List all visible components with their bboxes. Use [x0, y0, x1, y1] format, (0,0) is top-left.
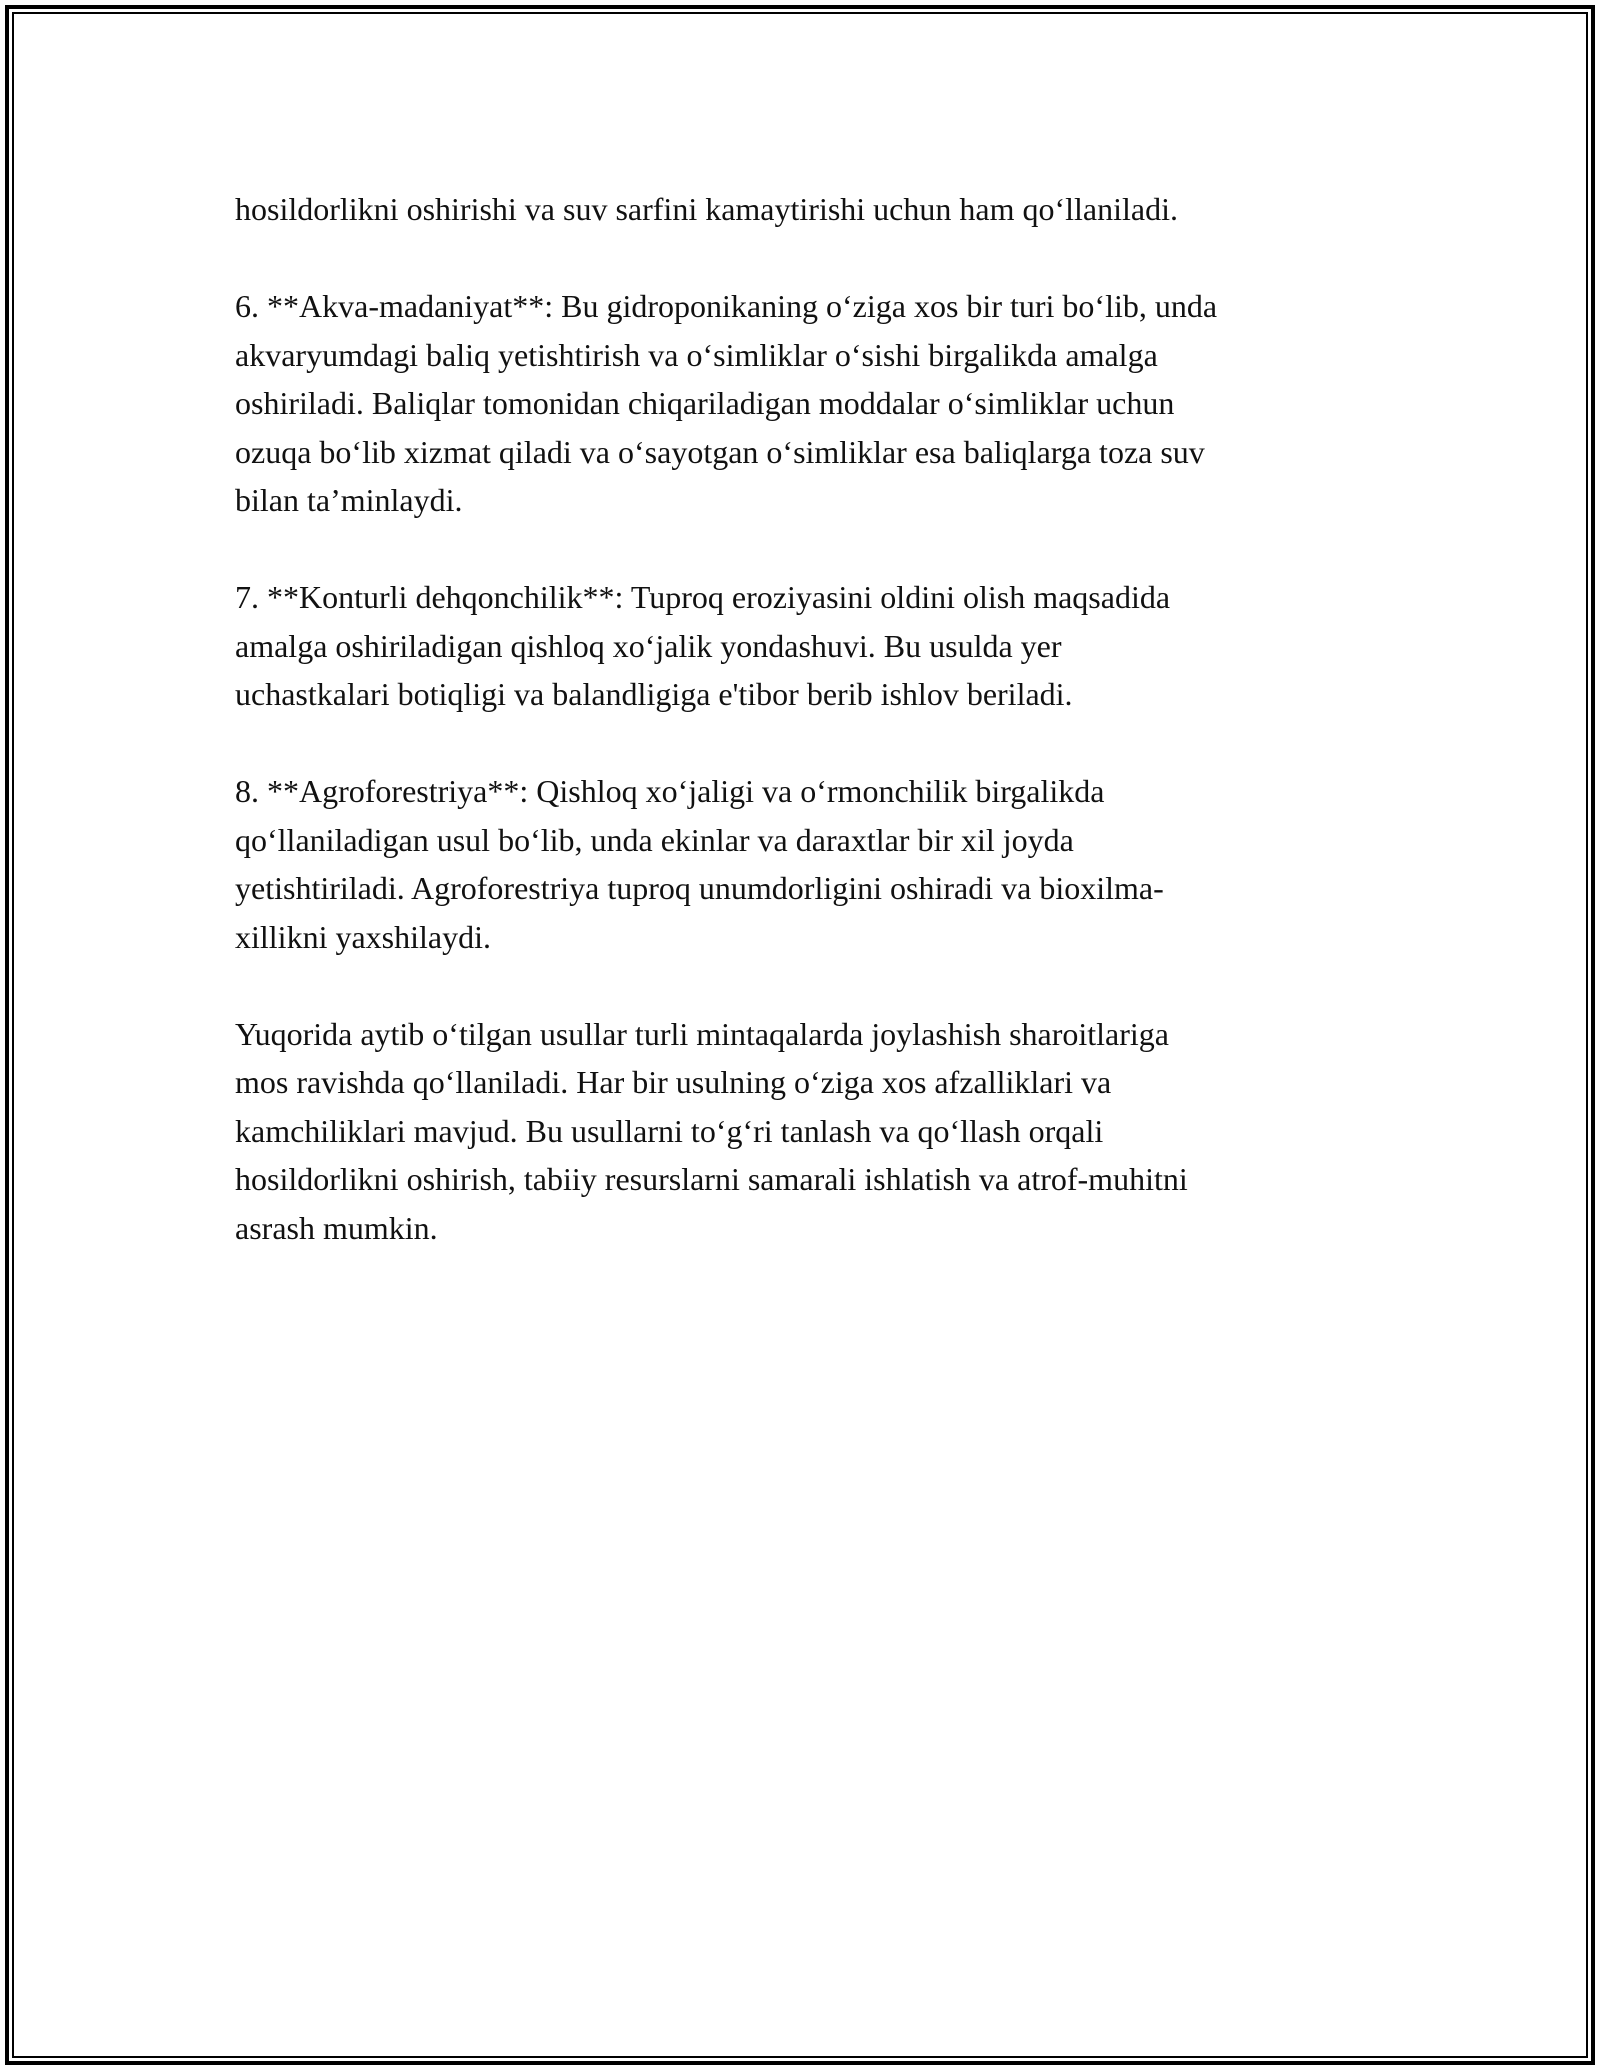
document-body: [235, 185, 1375, 1301]
paragraph-item-8: 8. **Agroforestriya**: Qishloq xo‘jaligi va o‘rmonchilik birgalikda qo‘llaniladigan usul bo‘lib, unda ekinlar va daraxtlar bir xil joyda yetishtiriladi. Agroforestriya tuproq unumdorligini oshiradi va bioxilma- xillikni yaxshilaydi.: [235, 773, 1164, 955]
paragraph-item-6: 6. **Akva-madaniyat**: Bu gidroponikaning o‘ziga xos bir turi bo‘lib, unda akvaryumdagi baliq yetishtirish va o‘simliklar o‘sishi birgalikda amalga oshiriladi. Baliqlar tomonidan chiqariladigan moddalar o‘simliklar uchun ozuqa bo‘lib xizmat qiladi va o‘sayotgan o‘simliklar esa baliqlarga toza suv bilan ta’minlaydi.: [235, 288, 1218, 518]
paragraph-continuation: hosildorlikni oshirishi va suv sarfini kamaytirishi uchun ham qo‘llaniladi.: [235, 191, 1178, 227]
paragraph-conclusion: Yuqorida aytib o‘tilgan usullar turli mintaqalarda joylashish sharoitlariga mos ravishda qo‘llaniladi. Har bir usulning o‘ziga xos afzalliklari va kamchiliklari mavjud. Bu usullarni to‘g‘ri tanlash va qo‘llash orqali hosildorlikni oshirish, tabiiy resurslarni samarali ishlatish va atrof-muhitni asrash mumkin.: [235, 1015, 1188, 1246]
paragraph-item-7: 7. **Konturli dehqonchilik**: Tuproq eroziyasini oldini olish maqsadida amalga oshiriladigan qishloq xo‘jalik yondashuvi. Bu usulda yer uchastkalari botiqligi va balandligiga e'tibor berib ishlov beriladi.: [235, 579, 1171, 712]
